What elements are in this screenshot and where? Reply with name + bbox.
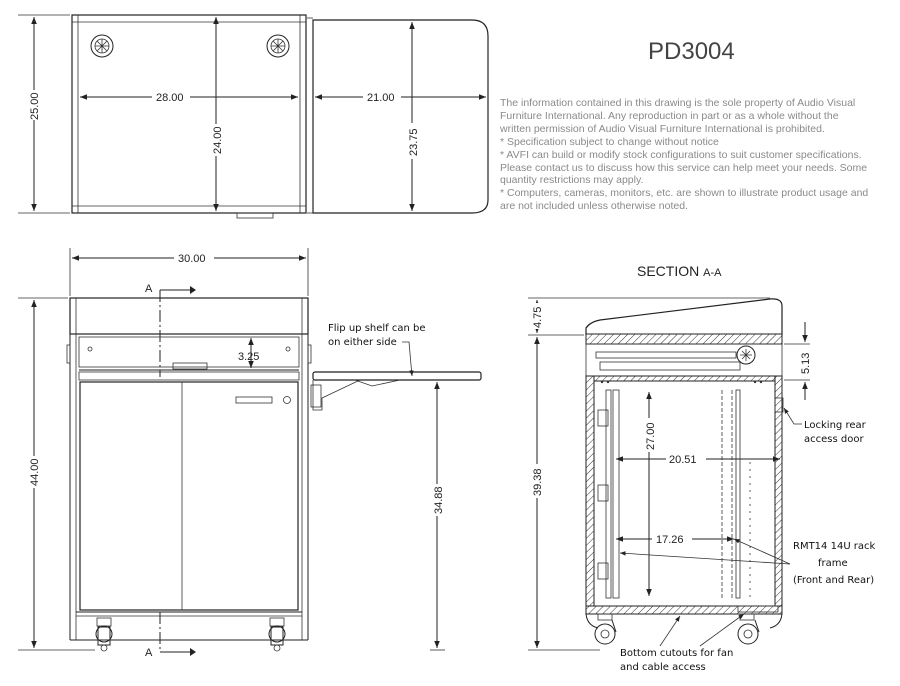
caster-icon bbox=[269, 618, 285, 651]
bottom-tab bbox=[237, 213, 273, 218]
section-marker-bottom: A bbox=[145, 647, 153, 659]
disclaimer-line: Furniture International. Any reproduction in part or as a whole without the bbox=[500, 109, 839, 122]
model-title: PD3004 bbox=[648, 38, 735, 65]
hatched-rear-wall bbox=[775, 376, 782, 612]
top-gap-label: 3.25 bbox=[238, 351, 260, 363]
fan-icon bbox=[737, 346, 755, 364]
hatched-front-wall bbox=[586, 376, 594, 612]
front-top-trim bbox=[70, 298, 308, 334]
top-depth-label: 25.00 bbox=[29, 92, 41, 120]
overall-width-label: 30.00 bbox=[178, 253, 206, 265]
caster-icon bbox=[738, 614, 759, 644]
drawer-height-label: 5.13 bbox=[800, 352, 812, 374]
shelf-width-label: 21.00 bbox=[367, 92, 395, 104]
top-view bbox=[18, 15, 488, 218]
shelf-height-label: 34.88 bbox=[433, 486, 445, 514]
disclaimer-line: quantity restrictions may apply. bbox=[500, 174, 644, 187]
disclaimer-line: * AVFI can build or modify stock configurations to suit customer specifications. bbox=[500, 148, 862, 161]
front-flip-shelf bbox=[313, 372, 481, 380]
front-rack-rail bbox=[606, 390, 611, 598]
locking-note-line: access door bbox=[804, 434, 864, 445]
rear-rack-rail bbox=[736, 390, 740, 598]
section-title-suffix: A-A bbox=[703, 267, 722, 279]
rack-depth-label: 20.51 bbox=[669, 454, 697, 466]
rack-note-line: frame bbox=[818, 558, 848, 569]
disclaimer-line: are not included unless otherwise noted. bbox=[500, 200, 688, 213]
rack-note-line: RMT14 14U rack bbox=[793, 541, 876, 552]
bottom-note-line: Bottom cutouts for fan bbox=[620, 648, 734, 659]
section-title-label: SECTION bbox=[637, 263, 700, 279]
caster-icon bbox=[96, 618, 112, 651]
overall-height-label: 44.00 bbox=[29, 458, 41, 486]
rack-height-label: 27.00 bbox=[645, 422, 657, 450]
flip-shelf-outline bbox=[313, 20, 488, 213]
shelf-depth-label: 23.75 bbox=[408, 128, 420, 156]
front-view bbox=[18, 248, 481, 659]
disclaimer-line: * Specification subject to change without notice bbox=[500, 135, 719, 148]
rack-note-line: (Front and Rear) bbox=[793, 575, 875, 586]
top-width-label: 28.00 bbox=[156, 92, 184, 104]
rail-spacing-label: 17.26 bbox=[656, 534, 684, 546]
disclaimer-line: The information contained in this drawing is the sole property of Audio Visual bbox=[500, 97, 856, 109]
front-door bbox=[80, 382, 298, 610]
section-view bbox=[528, 298, 876, 673]
disclaimer-line: * Computers, cameras, monitors, etc. are shown to illustrate product usage and bbox=[500, 187, 869, 200]
section-lid bbox=[586, 299, 782, 335]
caster-icon bbox=[595, 614, 616, 644]
section-marker-top: A bbox=[145, 283, 153, 295]
top-height-label: 4.75 bbox=[532, 306, 544, 328]
hatched-top-panel bbox=[586, 334, 782, 344]
inner-depth-label: 24.00 bbox=[212, 126, 224, 154]
shelf-note-line: Flip up shelf can be bbox=[328, 323, 426, 334]
shelf-note-line: on either side bbox=[328, 337, 397, 348]
locking-note-line: Locking rear bbox=[804, 420, 866, 431]
hatched-bottom-panel bbox=[586, 606, 782, 614]
cabinet-height-label: 39.38 bbox=[532, 468, 544, 496]
disclaimer-line: Please contact us to discuss how this service can help meet your needs. Some bbox=[500, 161, 868, 174]
disclaimer-line: written permission of Audio Visual Furniture International is prohibited. bbox=[500, 122, 825, 135]
bottom-note-line: and cable access bbox=[620, 662, 706, 673]
